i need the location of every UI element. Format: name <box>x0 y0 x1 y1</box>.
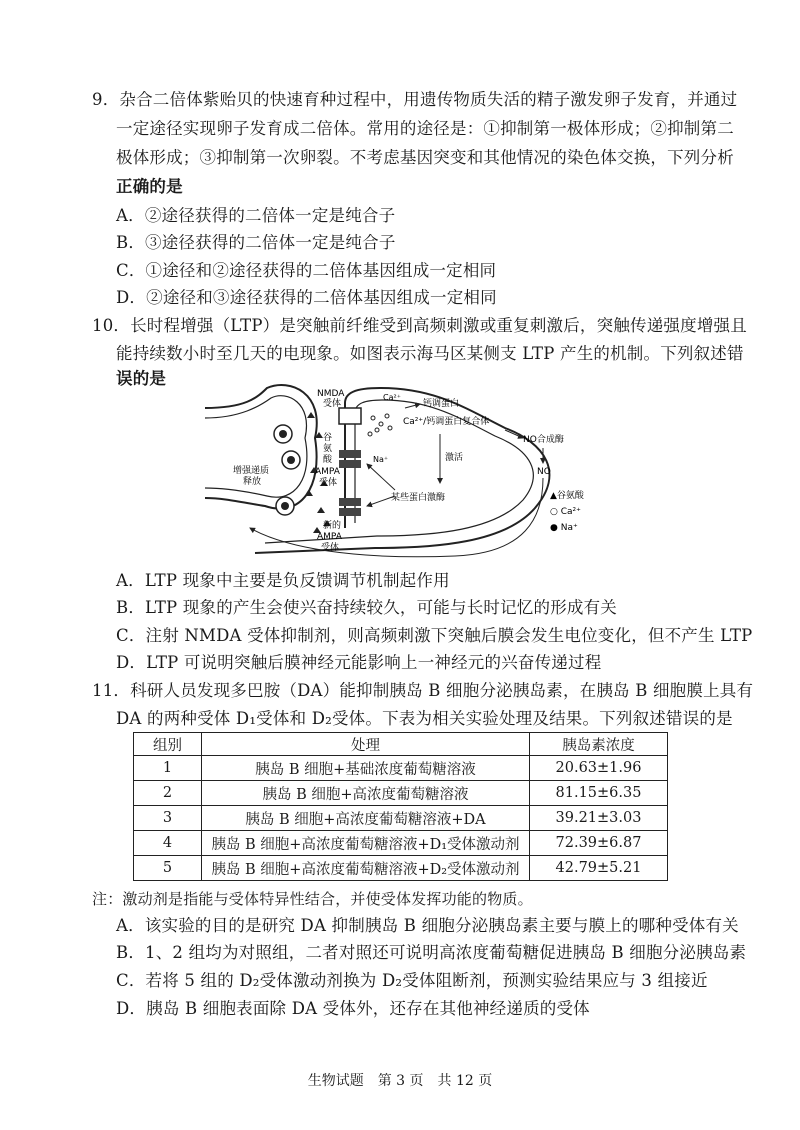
legend-na: ● Na⁺ <box>550 523 578 533</box>
cell-insulin: 72.39±6.87 <box>530 831 668 856</box>
new-ampa-label: 新的 <box>323 521 342 531</box>
legend-glutamate: ▲谷氨酸 <box>550 491 584 501</box>
legend-ca: ○ Ca²⁺ <box>550 507 581 517</box>
q10-option-c: C．注射 NMDA 受体抑制剂，则高频刺激下突触后膜会发生电位变化，但不产生 LTP <box>116 626 753 645</box>
q10-stem-line-2: 能持续数小时至几天的电现象。如图表示海马区某侧支 LTP 产生的机制。下列叙述错 <box>116 344 744 363</box>
table-header-row <box>134 733 668 756</box>
complex-label: Ca²⁺/钙调蛋白复合体 <box>403 417 490 427</box>
q11-stem-line-2: DA 的两种受体 D₁受体和 D₂受体。下表为相关实验处理及结果。下列叙述错误的是 <box>116 709 733 728</box>
calmodulin-label: 钙调蛋白 <box>423 399 460 409</box>
no-synthase-label: NO合成酶 <box>523 435 564 445</box>
table-row <box>134 806 668 831</box>
svg-text:氨: 氨 <box>323 444 333 454</box>
cell-group: 1 <box>134 756 202 781</box>
header-insulin: 胰岛素浓度 <box>530 733 668 756</box>
kinase-label: 某些蛋白激酶 <box>391 493 446 503</box>
nmda-label: NMDA <box>317 389 345 399</box>
q9-stem-line-1: 9．杂合二倍体紫贻贝的快速育种过程中，用遗传物质失活的精子激发卵子发育，并通过 <box>92 90 738 109</box>
cell-insulin: 20.63±1.96 <box>530 756 668 781</box>
ampa-label: AMPA <box>315 467 340 477</box>
ampa-receptor <box>339 450 361 468</box>
q11-stem-line-1: 11．科研人员发现多巴胺（DA）能抑制胰岛 B 细胞分泌胰岛素，在胰岛 B 细胞膜上具有 <box>92 681 754 700</box>
ltp-mechanism-diagram <box>205 378 605 558</box>
cell-treatment: 胰岛 B 细胞+高浓度葡萄糖溶液+D₂受体激动剂 <box>202 856 530 881</box>
q11-note: 注：激动剂是指能与受体特异性结合，并使受体发挥功能的物质。 <box>92 890 533 908</box>
new-ampa-receptor <box>339 498 361 516</box>
experiment-table <box>133 732 668 881</box>
header-treatment: 处理 <box>202 733 530 756</box>
q10-stem-line-3: 误的是 <box>116 369 167 388</box>
q11-option-a: A．该实验的目的是研究 DA 抑制胰岛 B 细胞分泌胰岛素主要与膜上的哪种受体有关 <box>116 916 739 935</box>
q9-option-b: B．③途径获得的二倍体一定是纯合子 <box>116 233 396 252</box>
cell-insulin: 81.15±6.35 <box>530 781 668 806</box>
svg-text:释放: 释放 <box>243 477 262 487</box>
cell-group: 2 <box>134 781 202 806</box>
cell-treatment: 胰岛 B 细胞+基础浓度葡萄糖溶液 <box>202 756 530 781</box>
enhanced-release-label: 增强递质 <box>233 466 270 476</box>
cell-treatment: 胰岛 B 细胞+高浓度葡萄糖溶液+DA <box>202 806 530 831</box>
q9-stem-line-4: 正确的是 <box>116 177 183 196</box>
glutamate-label: 谷 <box>323 433 333 443</box>
q9-option-d: D．②途径和③途径获得的二倍体基因组成一定相同 <box>116 288 497 307</box>
table-row <box>134 781 668 806</box>
q11-option-d: D．胰岛 B 细胞表面除 DA 受体外，还存在其他神经递质的受体 <box>116 999 590 1018</box>
cell-insulin: 42.79±5.21 <box>530 856 668 881</box>
cell-group: 4 <box>134 831 202 856</box>
cell-group: 3 <box>134 806 202 831</box>
cell-treatment: 胰岛 B 细胞+高浓度葡萄糖溶液+D₁受体激动剂 <box>202 831 530 856</box>
na-label: Na⁺ <box>373 455 389 464</box>
activate-label: 激活 <box>445 453 464 463</box>
cell-insulin: 39.21±3.03 <box>530 806 668 831</box>
nmda-receptor <box>339 408 361 424</box>
q10-option-a: A．LTP 现象中主要是负反馈调节机制起作用 <box>116 571 450 590</box>
no-label: NO <box>537 467 551 477</box>
q9-option-a: A．②途径获得的二倍体一定是纯合子 <box>116 206 396 225</box>
cell-treatment: 胰岛 B 细胞+高浓度葡萄糖溶液 <box>202 781 530 806</box>
svg-text:受体: 受体 <box>323 399 342 409</box>
presynaptic-membrane <box>205 385 317 509</box>
svg-text:受体: 受体 <box>321 543 340 553</box>
q10-option-d: D．LTP 可说明突触后膜神经元能影响上一神经元的兴奋传递过程 <box>116 653 602 672</box>
page-footer: 生物试题 第 3 页 共 12 页 <box>307 1073 493 1089</box>
postsynaptic-membrane <box>255 388 549 553</box>
q10-option-b: B．LTP 现象的产生会使兴奋持续较久，可能与长时记忆的形成有关 <box>116 598 617 617</box>
q9-option-c: C．①途径和②途径获得的二倍体基因组成一定相同 <box>116 261 497 280</box>
q11-option-c: C．若将 5 组的 D₂受体激动剂换为 D₂受体阻断剂，预测实验结果应与 3 组接近 <box>116 971 708 990</box>
svg-text:AMPA: AMPA <box>317 532 342 542</box>
q9-stem-line-3: 极体形成；③抑制第一次卵裂。不考虑基因突变和其他情况的染色体交换，下列分析 <box>116 148 734 167</box>
q10-stem-line-1: 10．长时程增强（LTP）是突触前纤维受到高频刺激或重复刺激后，突触传递强度增强且 <box>92 316 747 335</box>
cell-group: 5 <box>134 856 202 881</box>
q11-option-b: B．1、2 组均为对照组，二者对照还可说明高浓度葡萄糖促进胰岛 B 细胞分泌胰岛素 <box>116 943 747 962</box>
svg-text:受体: 受体 <box>319 478 338 488</box>
calcium-ions <box>368 414 392 436</box>
q9-stem-line-2: 一定途径实现卵子发育成二倍体。常用的途径是：①抑制第一极体形成；②抑制第二 <box>116 119 734 138</box>
table-row <box>134 756 668 781</box>
svg-text:酸: 酸 <box>323 455 333 465</box>
ca-label: Ca²⁺ <box>383 393 401 402</box>
table-row <box>134 831 668 856</box>
header-group: 组别 <box>134 733 202 756</box>
table-row <box>134 856 668 881</box>
